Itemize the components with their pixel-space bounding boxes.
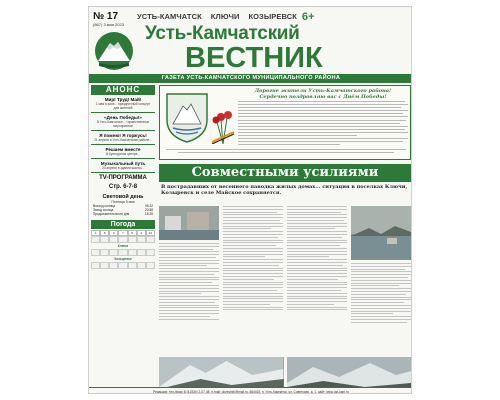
weather-cloud-icon: [146, 262, 155, 269]
anons-item-text: 21 апреля в Усть-Камчатском районе...: [94, 138, 152, 142]
weather-cloud-icon: [109, 249, 118, 256]
daylight-row: [91, 212, 155, 216]
weather-day: 7: [118, 230, 127, 236]
article-column: [159, 206, 219, 356]
main-content: [159, 85, 411, 393]
victory-day-greeting: [159, 85, 411, 160]
greeting-subtitle-line: Сердечно поздравляю вас с Днём Победы!: [259, 94, 387, 100]
article-lede: В пострадавших от весеннего паводка жилых домах... ситуация в поселках Ключи, Козыревск и селе Майское сохраняется.: [161, 184, 408, 196]
town-ust-kamchatsk: УСТЬ-КАМЧАТСК: [137, 12, 202, 21]
masthead: [89, 7, 412, 75]
daylight-value: 20:58: [145, 208, 153, 213]
weather-cloud-icon: [137, 236, 146, 243]
issue-info: [93, 11, 137, 31]
anons-item-text: В Культурном центре...: [105, 152, 141, 156]
anons-item-heading: Я помню! Я горжусь!: [99, 133, 147, 138]
weather-day: 5: [100, 230, 109, 236]
daylight-value: 15:26: [145, 212, 153, 217]
weather-cloud-icon: [100, 236, 109, 243]
tv-program-pages: Стр. 6-7-8: [108, 184, 138, 190]
volcano-logo-icon: [93, 31, 135, 71]
weather-cloud-icon: [137, 262, 146, 269]
daylight-label: Заход солнца: [93, 208, 114, 213]
district-emblem-icon: [163, 90, 211, 144]
weather-days-grid: [91, 230, 155, 243]
sidebar: [91, 85, 155, 393]
anons-item-text: 20 апреля в здании школы...: [101, 166, 145, 170]
greeting-title-line: Дорогие жители Усть-Камчатского района!: [254, 88, 392, 94]
weather-day: 6: [109, 230, 118, 236]
age-rating: 6+: [301, 10, 315, 23]
weather-cloud-icon: [100, 249, 109, 256]
weather-heading: Погода: [91, 220, 155, 229]
weather-cloud-icon: [118, 249, 127, 256]
anons-item: [91, 161, 155, 170]
flood-photo: [159, 206, 219, 240]
anons-heading: АНОНС: [91, 85, 155, 95]
weather-day: 8: [128, 230, 137, 236]
divider: [91, 158, 155, 159]
weather-town-label: Козыревск: [114, 256, 132, 261]
town-kozyrevsk: КОЗЫРЕВСК: [248, 12, 297, 21]
weather-cloud-icon: [118, 236, 127, 243]
anons-item: [91, 115, 155, 128]
masthead-title-line2: ВЕСТНИК: [185, 42, 323, 74]
anons-item-heading: Мир! Труд! Май!: [104, 97, 142, 102]
weather-cloud-icon: [128, 236, 137, 243]
anons-item-heading: «День Победы!»: [104, 115, 142, 120]
tv-program-title: TV-ПРОГРАММА: [99, 175, 147, 181]
carnation-flowers-icon: [210, 102, 236, 144]
weather-cloud-icon: [100, 262, 109, 269]
weather-cloud-icon: [128, 249, 137, 256]
daylight-subtitle: Пятница 5 мая: [111, 200, 135, 204]
daylight-value: 05:32: [145, 204, 153, 208]
article-column: [287, 206, 347, 356]
article-columns: [159, 206, 411, 356]
weather-day: 10: [146, 230, 155, 236]
divider: [91, 112, 155, 113]
weather-cloud-icon: [91, 249, 100, 256]
weather-cloud-icon: [146, 236, 155, 243]
weather-cloud-icon: [146, 249, 155, 256]
daylight-label: Продолжительность дня: [93, 212, 130, 217]
weather-grid-kozyrevsk: [91, 262, 155, 269]
article-column: [223, 206, 283, 356]
weather-grid-klyuchi: [91, 249, 155, 256]
weather-day: 4: [91, 230, 100, 236]
greeting-signature: [166, 146, 406, 156]
town-klyuchi: КЛЮЧИ: [210, 12, 240, 21]
weather-town-label: Ключи: [117, 243, 129, 248]
anons-item-text: 1 мая в зале... праздничный концерт для жителей: [95, 102, 151, 110]
newspaper-page: [88, 6, 412, 394]
weather-cloud-icon: [109, 236, 118, 243]
divider: [91, 144, 155, 145]
weather-cloud-icon: [137, 249, 146, 256]
divider: [91, 172, 155, 173]
daylight-title: Световой день: [102, 194, 144, 200]
weather-day: 9: [137, 230, 146, 236]
towns-line: [137, 11, 411, 22]
weather-cloud-icon: [128, 262, 137, 269]
article-headline: Совместными усилиями: [159, 164, 411, 182]
weather-cloud-icon: [118, 262, 127, 269]
anons-item-heading: Музыкальный путь: [100, 161, 146, 166]
anons-item-text: В Усть-Камчатске... торжественные мероприятия: [96, 120, 150, 128]
river-photo: [351, 206, 411, 260]
weather-cloud-icon: [109, 262, 118, 269]
weather-cloud-icon: [91, 236, 100, 243]
masthead-title-line1: Усть-Камчатский: [145, 23, 300, 44]
weather-cloud-icon: [91, 262, 100, 269]
page-footer: Редакция: тел./факс 8 (41534) 2-07-48, e-mail: ukvestnik@mail.ru, 684415, п. Усть-Камчатск, ул. Советская, д. 1, сайт: www.ust-kam.ru: [89, 387, 412, 394]
daylight-label: Восход солнца: [93, 204, 116, 208]
greeting-title: [238, 88, 408, 100]
issue-date: (867) 3 мая 2023: [93, 22, 124, 27]
anons-item: [91, 97, 155, 110]
anons-item: [91, 147, 155, 156]
divider: [91, 130, 155, 131]
anons-item-heading: Решаем вместе: [105, 147, 141, 152]
masthead-subtitle: ГАЗЕТА УСТЬ-КАМЧАТСКОГО МУНИЦИПАЛЬНОГО РАЙОНА: [89, 74, 412, 83]
anons-item: [91, 133, 155, 142]
article-column: [351, 206, 411, 356]
issue-number: № 17: [93, 11, 119, 22]
